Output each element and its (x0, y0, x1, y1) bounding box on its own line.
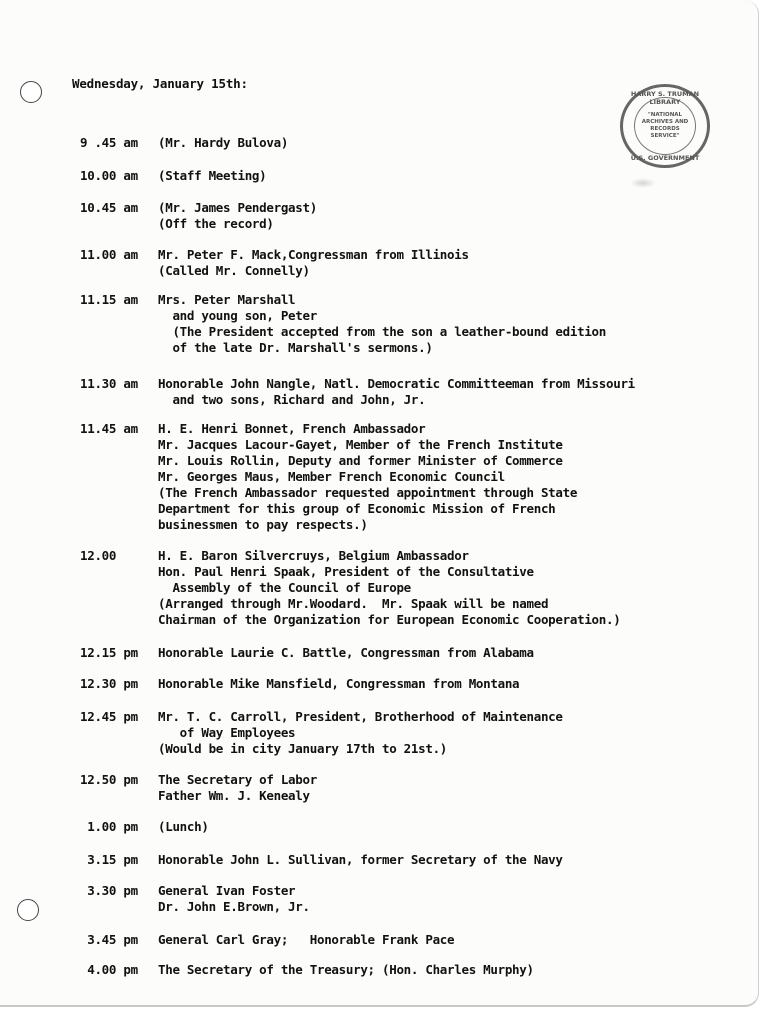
entry-text (158, 376, 635, 408)
entry-time: 12.50 pm (80, 772, 138, 787)
entry-line: Honorable Laurie C. Battle, Congressman from Alabama (158, 645, 534, 660)
entry-text (158, 852, 563, 868)
entry-line: Department for this group of Economic Mission of French (158, 501, 556, 516)
entry-line: (The President accepted from the son a leather-bound edition (158, 324, 606, 339)
entry-text (158, 168, 266, 184)
entry-time: 11.15 am (80, 292, 138, 307)
entry-line: The Secretary of Labor (158, 772, 317, 787)
entry-line: (Off the record) (158, 216, 274, 231)
entry-text (158, 645, 534, 661)
entry-line: Honorable Mike Mansfield, Congressman from Montana (158, 676, 520, 691)
entry-line: Honorable John Nangle, Natl. Democratic Committeeman from Missouri (158, 376, 635, 391)
entry-line: and two sons, Richard and John, Jr. (158, 392, 426, 407)
entry-line: The Secretary of the Treasury; (Hon. Charles Murphy) (158, 962, 534, 977)
entry-time: 3.15 pm (80, 852, 138, 867)
entry-time: 3.30 pm (80, 883, 138, 898)
entry-line: and young son, Peter (158, 308, 317, 323)
entry-line: Mr. Louis Rollin, Deputy and former Minister of Commerce (158, 453, 563, 468)
entry-line: Mr. Jacques Lacour-Gayet, Member of the French Institute (158, 437, 563, 452)
entry-line: Mr. Peter F. Mack,Congressman from Illinois (158, 247, 469, 262)
entry-time: 12.00 (80, 548, 117, 563)
entry-line: businessmen to pay respects.) (158, 517, 368, 532)
stamp-center-text: "NATIONAL ARCHIVES AND RECORDS SERVICE" (634, 97, 696, 155)
entry-line: Father Wm. J. Kenealy (158, 788, 310, 803)
punch-hole (20, 81, 42, 103)
entry-line: of Way Employees (158, 725, 296, 740)
entry-line: Honorable John L. Sullivan, former Secretary of the Navy (158, 852, 563, 867)
entry-line: Mr. Georges Maus, Member French Economic Council (158, 469, 505, 484)
entry-text (158, 292, 606, 356)
entry-text (158, 247, 469, 279)
entry-time: 1.00 pm (80, 819, 138, 834)
entry-line: (Would be in city January 17th to 21st.) (158, 741, 448, 756)
entry-text (158, 883, 310, 915)
entry-line: of the late Dr. Marshall's sermons.) (158, 340, 433, 355)
entry-line: Hon. Paul Henri Spaak, President of the Consultative (158, 564, 534, 579)
entry-time: 12.15 pm (80, 645, 138, 660)
entry-text (158, 819, 209, 835)
entry-line: Dr. John E.Brown, Jr. (158, 899, 310, 914)
entry-line: (The French Ambassador requested appointment through State (158, 485, 578, 500)
entry-text (158, 200, 317, 232)
entry-time: 4.00 pm (80, 962, 138, 977)
entry-text (158, 135, 288, 151)
entry-text (158, 932, 454, 948)
entry-line: Mrs. Peter Marshall (158, 292, 296, 307)
entry-time: 11.00 am (80, 247, 138, 262)
entry-line: (Arranged through Mr.Woodard. Mr. Spaak will be named (158, 596, 549, 611)
entry-time: 10.00 am (80, 168, 138, 183)
entry-line: Assembly of the Council of Europe (158, 580, 411, 595)
entry-line: General Carl Gray; Honorable Frank Pace (158, 932, 455, 947)
entry-text (158, 421, 577, 533)
entry-line: (Lunch) (158, 819, 209, 834)
entry-line: H. E. Baron Silvercruys, Belgium Ambassador (158, 548, 469, 563)
entry-time: 12.30 pm (80, 676, 138, 691)
entry-text (158, 676, 519, 692)
entry-text (158, 772, 317, 804)
stamp-ring-top-text: HARRY S. TRUMAN LIBRARY (630, 90, 700, 106)
entry-time: 3.45 pm (80, 932, 138, 947)
entry-time: 11.45 am (80, 421, 138, 436)
entry-time: 10.45 am (80, 200, 138, 215)
entry-line: General Ivan Foster (158, 883, 296, 898)
entry-line: Chairman of the Organization for European Economic Cooperation.) (158, 612, 621, 627)
entry-time: 9 .45 am (80, 135, 138, 150)
entry-text (158, 548, 620, 628)
ink-smudge (630, 178, 656, 188)
entry-time: 11.30 am (80, 376, 138, 391)
page-heading: Wednesday, January 15th: (72, 76, 248, 91)
entry-time: 12.45 pm (80, 709, 138, 724)
punch-hole (17, 899, 39, 921)
entry-line: (Mr. Hardy Bulova) (158, 135, 289, 150)
entry-line: H. E. Henri Bonnet, French Ambassador (158, 421, 426, 436)
archive-stamp (620, 84, 710, 168)
stamp-ring-bottom-text: U.S. GOVERNMENT (630, 154, 700, 162)
entry-line: (Mr. James Pendergast) (158, 200, 317, 215)
entry-text (158, 709, 563, 757)
entry-text (158, 962, 534, 978)
entry-line: (Called Mr. Connelly) (158, 263, 310, 278)
entry-line: Mr. T. C. Carroll, President, Brotherhood of Maintenance (158, 709, 563, 724)
entry-line: (Staff Meeting) (158, 168, 267, 183)
